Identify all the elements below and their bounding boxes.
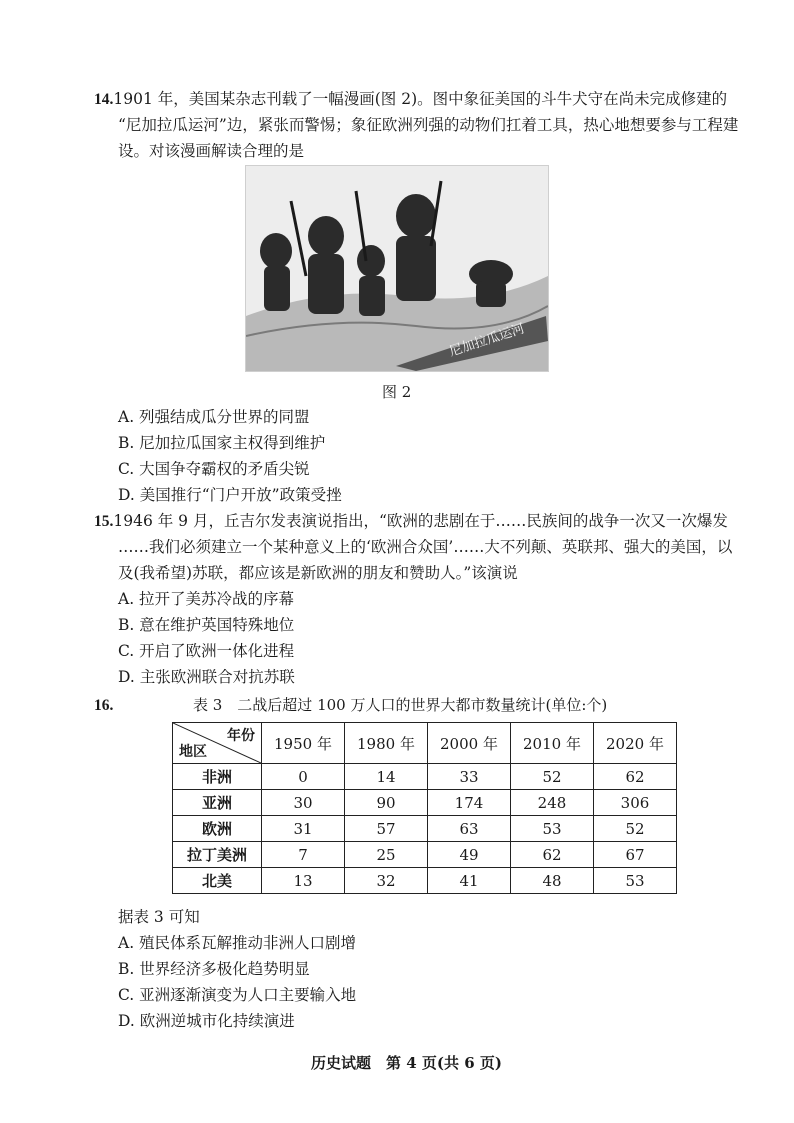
year-header: 2020 年 <box>594 723 677 764</box>
value-cell: 14 <box>345 764 428 790</box>
table-row <box>173 868 677 894</box>
value-cell: 0 <box>262 764 345 790</box>
table-header-row <box>173 723 677 764</box>
corner-region-label: 地区 <box>179 744 207 760</box>
q14-text-line1: 1901 年，美国某杂志刊载了一幅漫画(图 2)。图中象征美国的斗牛犬守在尚未完成修建的 <box>113 90 728 108</box>
cartoon-illustration <box>246 166 548 371</box>
figure-caption: 图 2 <box>382 383 412 401</box>
value-cell: 62 <box>511 842 594 868</box>
q16-number-line <box>94 694 113 717</box>
table-corner-cell <box>173 723 262 764</box>
q16-number: 16. <box>94 697 114 714</box>
value-cell: 53 <box>594 868 677 894</box>
value-cell: 31 <box>262 816 345 842</box>
cartoon-figure <box>245 165 549 372</box>
year-header: 2000 年 <box>428 723 511 764</box>
table-row <box>173 790 677 816</box>
table-row <box>173 816 677 842</box>
q15-number: 15. <box>94 513 114 530</box>
q14-text-line2: “尼加拉瓜运河”边，紧张而警惕；象征欧洲列强的动物们扛着工具，热心地想要参与工程建 <box>118 116 739 134</box>
table-title: 表 3 二战后超过 100 万人口的世界大都市数量统计(单位:个) <box>193 696 608 714</box>
q15-line1 <box>94 510 728 533</box>
value-cell: 90 <box>345 790 428 816</box>
year-header: 2010 年 <box>511 723 594 764</box>
value-cell: 53 <box>511 816 594 842</box>
q15-text-line2: ……我们必须建立一个某种意义上的‘欧洲合众国’……大不列颠、英联邦、强大的美国，以 <box>118 538 733 556</box>
value-cell: 174 <box>428 790 511 816</box>
value-cell: 25 <box>345 842 428 868</box>
q15-option-a: A. 拉开了美苏冷战的序幕 <box>118 590 295 608</box>
value-cell: 7 <box>262 842 345 868</box>
value-cell: 49 <box>428 842 511 868</box>
q16-option-c: C. 亚洲逐渐演变为人口主要输入地 <box>118 986 357 1004</box>
page-footer: 历史试题 第 4 页(共 6 页) <box>311 1054 502 1072</box>
region-cell: 欧洲 <box>173 816 262 842</box>
q15-option-c: C. 开启了欧洲一体化进程 <box>118 642 295 660</box>
value-cell: 41 <box>428 868 511 894</box>
value-cell: 62 <box>594 764 677 790</box>
value-cell: 30 <box>262 790 345 816</box>
table-row <box>173 764 677 790</box>
q14-line1 <box>94 88 727 111</box>
value-cell: 13 <box>262 868 345 894</box>
q16-option-d: D. 欧洲逆城市化持续演进 <box>118 1012 295 1030</box>
q14-option-c: C. 大国争夺霸权的矛盾尖锐 <box>118 460 310 478</box>
year-header: 1980 年 <box>345 723 428 764</box>
value-cell: 52 <box>594 816 677 842</box>
value-cell: 57 <box>345 816 428 842</box>
q14-number: 14. <box>94 91 114 108</box>
q15-option-b: B. 意在维护英国特殊地位 <box>118 616 295 634</box>
q15-text-line1: 1946 年 9 月，丘吉尔发表演说指出，“欧洲的悲剧在于……民族间的战争一次又一次爆发 <box>113 512 728 530</box>
value-cell: 248 <box>511 790 594 816</box>
value-cell: 32 <box>345 868 428 894</box>
q14-text-line3: 设。对该漫画解读合理的是 <box>118 142 305 160</box>
region-cell: 非洲 <box>173 764 262 790</box>
q16-stem: 据表 3 可知 <box>118 908 200 926</box>
value-cell: 52 <box>511 764 594 790</box>
q14-option-a: A. 列强结成瓜分世界的同盟 <box>118 408 310 426</box>
value-cell: 63 <box>428 816 511 842</box>
region-cell: 亚洲 <box>173 790 262 816</box>
canal-label: 尼加拉瓜运河 <box>447 321 527 360</box>
city-stats-table <box>172 722 677 894</box>
q16-option-a: A. 殖民体系瓦解推动非洲人口剧增 <box>118 934 357 952</box>
q15-text-line3: 及(我希望)苏联，都应该是新欧洲的朋友和赞助人。”该演说 <box>118 564 518 582</box>
value-cell: 33 <box>428 764 511 790</box>
region-cell: 北美 <box>173 868 262 894</box>
region-cell: 拉丁美洲 <box>173 842 262 868</box>
value-cell: 67 <box>594 842 677 868</box>
value-cell: 306 <box>594 790 677 816</box>
table-row <box>173 842 677 868</box>
year-header: 1950 年 <box>262 723 345 764</box>
corner-year-label: 年份 <box>227 728 255 744</box>
q15-option-d: D. 主张欧洲联合对抗苏联 <box>118 668 295 686</box>
value-cell: 48 <box>511 868 594 894</box>
q16-option-b: B. 世界经济多极化趋势明显 <box>118 960 310 978</box>
q14-option-b: B. 尼加拉瓜国家主权得到维护 <box>118 434 326 452</box>
q14-option-d: D. 美国推行“门户开放”政策受挫 <box>118 486 342 504</box>
